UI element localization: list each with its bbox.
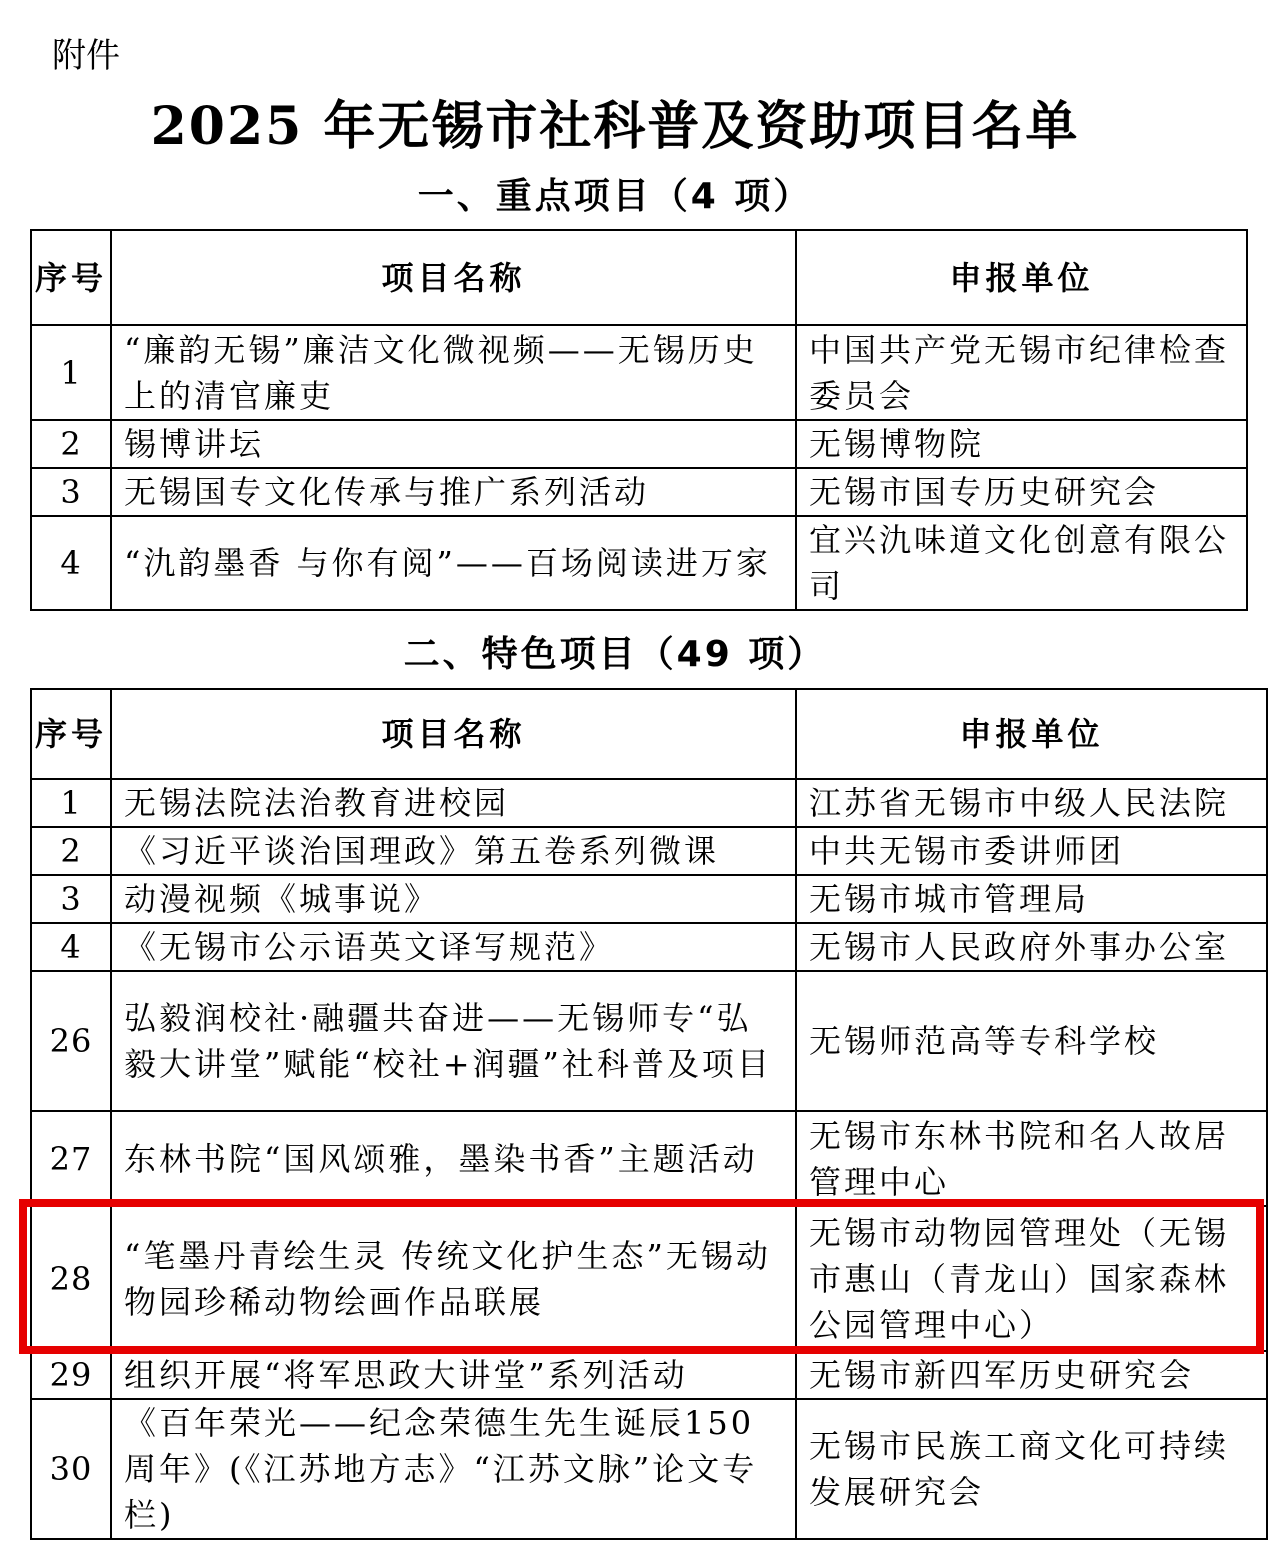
row-applicant-unit: 无锡市东林书院和名人故居管理中心 bbox=[796, 1111, 1267, 1206]
row-applicant-unit: 宜兴氿味道文化创意有限公司 bbox=[796, 516, 1247, 610]
row-seq: 28 bbox=[31, 1206, 111, 1351]
row-project-name: 《百年荣光——纪念荣德生先生诞辰150周年》(《江苏地方志》“江苏文脉”论文专栏) bbox=[111, 1399, 796, 1539]
row-applicant-unit: 无锡市国专历史研究会 bbox=[796, 468, 1247, 516]
row-seq: 1 bbox=[31, 779, 111, 827]
table-row bbox=[31, 468, 1247, 516]
row-applicant-unit: 无锡师范高等专科学校 bbox=[796, 971, 1267, 1111]
row-applicant-unit: 中共无锡市委讲师团 bbox=[796, 827, 1267, 875]
row-applicant-unit: 无锡市新四军历史研究会 bbox=[796, 1351, 1267, 1399]
row-project-name: 《无锡市公示语英文译写规范》 bbox=[111, 923, 796, 971]
row-seq: 3 bbox=[31, 875, 111, 923]
row-project-name: 东林书院“国风颂雅，墨染书香”主题活动 bbox=[111, 1111, 796, 1206]
row-applicant-unit: 中国共产党无锡市纪律检查委员会 bbox=[796, 325, 1247, 420]
table-row bbox=[31, 1399, 1267, 1539]
section1-title: 一、重点项目（4 项） bbox=[417, 176, 813, 217]
header-seq: 序号 bbox=[31, 230, 111, 325]
row-seq: 3 bbox=[31, 468, 111, 516]
row-applicant-unit: 无锡市动物园管理处（无锡市惠山（青龙山）国家森林公园管理中心） bbox=[796, 1206, 1267, 1351]
row-project-name: 弘毅润校社·融疆共奋进——无锡师专“弘毅大讲堂”赋能“校社+润疆”社科普及项目 bbox=[111, 971, 796, 1111]
row-project-name: 组织开展“将军思政大讲堂”系列活动 bbox=[111, 1351, 796, 1399]
header-name: 项目名称 bbox=[111, 689, 796, 779]
table-row bbox=[31, 923, 1267, 971]
header-unit: 申报单位 bbox=[796, 689, 1267, 779]
row-seq: 27 bbox=[31, 1111, 111, 1206]
table-row bbox=[31, 420, 1247, 468]
table-row bbox=[31, 516, 1247, 610]
row-project-name: “笔墨丹青绘生灵 传统文化护生态”无锡动物园珍稀动物绘画作品联展 bbox=[111, 1206, 796, 1351]
attachment-label: 附件 bbox=[52, 36, 120, 76]
table-row bbox=[31, 827, 1267, 875]
table-header-row bbox=[31, 230, 1247, 325]
row-project-name: 锡博讲坛 bbox=[111, 420, 796, 468]
table-row bbox=[31, 1351, 1267, 1399]
key-projects-table bbox=[30, 229, 1248, 611]
row-applicant-unit: 无锡市人民政府外事办公室 bbox=[796, 923, 1267, 971]
row-seq: 2 bbox=[31, 420, 111, 468]
document-title: 2025 年无锡市社科普及资助项目名单 bbox=[150, 96, 1080, 157]
row-applicant-unit: 无锡博物院 bbox=[796, 420, 1247, 468]
row-project-name: 《习近平谈治国理政》第五卷系列微课 bbox=[111, 827, 796, 875]
row-seq: 30 bbox=[31, 1399, 111, 1539]
table-row bbox=[31, 779, 1267, 827]
table-row bbox=[31, 875, 1267, 923]
row-project-name: “廉韵无锡”廉洁文化微视频——无锡历史上的清官廉吏 bbox=[111, 325, 796, 420]
header-name: 项目名称 bbox=[111, 230, 796, 325]
section2-title: 二、特色项目（49 项） bbox=[403, 634, 827, 675]
header-seq: 序号 bbox=[31, 689, 111, 779]
table-row bbox=[31, 971, 1267, 1111]
header-unit: 申报单位 bbox=[796, 230, 1247, 325]
row-project-name: “氿韵墨香 与你有阅”——百场阅读进万家 bbox=[111, 516, 796, 610]
row-applicant-unit: 无锡市城市管理局 bbox=[796, 875, 1267, 923]
row-project-name: 无锡法院法治教育进校园 bbox=[111, 779, 796, 827]
row-seq: 4 bbox=[31, 516, 111, 610]
row-seq: 4 bbox=[31, 923, 111, 971]
row-project-name: 无锡国专文化传承与推广系列活动 bbox=[111, 468, 796, 516]
table-row bbox=[31, 325, 1247, 420]
row-applicant-unit: 无锡市民族工商文化可持续发展研究会 bbox=[796, 1399, 1267, 1539]
row-seq: 26 bbox=[31, 971, 111, 1111]
row-applicant-unit: 江苏省无锡市中级人民法院 bbox=[796, 779, 1267, 827]
table-header-row bbox=[31, 689, 1267, 779]
row-seq: 2 bbox=[31, 827, 111, 875]
table-row bbox=[31, 1111, 1267, 1206]
highlight-box bbox=[19, 1199, 1264, 1354]
row-seq: 29 bbox=[31, 1351, 111, 1399]
row-project-name: 动漫视频《城事说》 bbox=[111, 875, 796, 923]
row-seq: 1 bbox=[31, 325, 111, 420]
featured-projects-table bbox=[30, 688, 1268, 1540]
